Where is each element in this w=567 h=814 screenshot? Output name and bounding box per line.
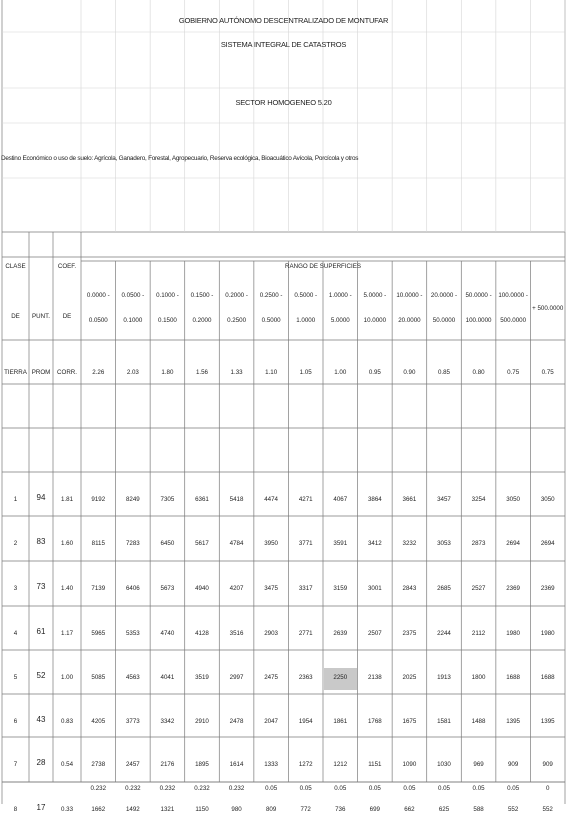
- range-header: 0.2000 -: [225, 292, 248, 299]
- value-cell: 3864: [367, 496, 382, 503]
- value-cell: 625: [438, 806, 450, 813]
- value-cell: 4271: [298, 496, 313, 503]
- value-cell: 3050: [506, 496, 520, 503]
- value-cell: 1272: [298, 761, 313, 768]
- value-cell: 2903: [264, 630, 278, 637]
- row-coef: 0.54: [60, 761, 74, 768]
- value-cell: 2363: [298, 674, 313, 681]
- factor-cell: 0.90: [403, 369, 416, 376]
- value-cell: 1980: [506, 630, 520, 637]
- value-cell: 1688: [506, 674, 520, 681]
- range-header: 100.0000: [465, 317, 492, 324]
- row-punt: 52: [36, 671, 46, 680]
- row-clase: 1: [13, 496, 18, 503]
- value-cell: 2244: [437, 630, 451, 637]
- value-cell: 1861: [333, 718, 348, 725]
- factor-cell: 0.85: [437, 369, 450, 376]
- value-cell: 7305: [160, 496, 175, 503]
- value-cell: 3342: [160, 718, 175, 725]
- value-cell: 2738: [91, 761, 106, 768]
- value-cell: 3591: [333, 540, 348, 547]
- col-clase-header: DE: [11, 313, 20, 320]
- value-cell: 2910: [195, 718, 209, 725]
- value-cell: 2873: [471, 540, 486, 547]
- value-cell: 4128: [195, 630, 209, 637]
- footer-cell: 0.05: [437, 785, 450, 792]
- row-punt: 83: [36, 537, 46, 546]
- value-cell: 4784: [229, 540, 244, 547]
- value-cell: 7283: [125, 540, 140, 547]
- value-cell: 5673: [160, 585, 175, 592]
- value-cell: 2694: [540, 540, 555, 547]
- header-gobierno: GOBIERNO AUTÓNOMO DESCENTRALIZADO DE MONTUFAR: [178, 16, 389, 25]
- value-cell: 2507: [367, 630, 382, 637]
- value-cell: 2771: [298, 630, 313, 637]
- range-header: 1.0000: [296, 317, 316, 324]
- value-cell: 2047: [264, 718, 278, 725]
- value-cell: 772: [300, 806, 311, 813]
- col-clase-header: TIERRA: [4, 369, 27, 376]
- row-clase: 4: [13, 630, 18, 637]
- range-header: 20.0000 -: [430, 292, 458, 299]
- value-cell: 3661: [402, 496, 417, 503]
- footer-cell: 0.232: [159, 785, 176, 792]
- value-cell: 1333: [264, 761, 278, 768]
- factor-cell: 1.33: [230, 369, 243, 376]
- value-cell: 2369: [540, 585, 555, 592]
- factor-cell: 1.10: [265, 369, 278, 376]
- range-header: 10.0000 -: [396, 292, 423, 299]
- row-punt: 17: [36, 803, 46, 812]
- value-cell: 1913: [437, 674, 451, 681]
- row-coef: 1.60: [60, 540, 74, 547]
- range-header: 10.0000: [363, 317, 387, 324]
- header-sector: SECTOR HOMOGENEO 5.20: [235, 98, 332, 107]
- range-header: 0.5000: [261, 317, 281, 324]
- range-header: + 500.0000: [532, 305, 564, 312]
- col-punt-header: PROM: [31, 369, 51, 376]
- footer-cell: 0.05: [334, 785, 347, 792]
- value-cell: 1492: [125, 806, 140, 813]
- value-cell: 8115: [91, 540, 105, 547]
- value-cell: 5617: [195, 540, 209, 547]
- value-cell: 3001: [367, 585, 382, 592]
- footer-cell: 0.05: [472, 785, 485, 792]
- row-clase: 2: [13, 540, 18, 547]
- value-cell: 1395: [540, 718, 555, 725]
- row-punt: 73: [36, 582, 46, 591]
- value-cell: 3317: [298, 585, 313, 592]
- range-header: 0.1500 -: [190, 292, 214, 299]
- factor-cell: 1.00: [334, 369, 347, 376]
- value-cell: 552: [507, 806, 519, 813]
- row-punt: 94: [36, 493, 46, 502]
- value-cell: 1768: [367, 718, 382, 725]
- value-cell: 4563: [125, 674, 140, 681]
- value-cell: 1688: [540, 674, 555, 681]
- row-clase: 5: [13, 674, 18, 681]
- value-cell: 2843: [402, 585, 417, 592]
- value-cell: 4474: [264, 496, 278, 503]
- value-cell: 5418: [229, 496, 244, 503]
- value-cell: 2527: [471, 585, 486, 592]
- value-cell: 3457: [437, 496, 451, 503]
- value-cell: 2138: [367, 674, 382, 681]
- value-cell: 3412: [367, 540, 382, 547]
- value-cell: 5965: [91, 630, 106, 637]
- value-cell: 2685: [437, 585, 451, 592]
- value-cell: 699: [369, 806, 380, 813]
- value-cell: 6450: [160, 540, 175, 547]
- value-cell: 909: [507, 761, 519, 768]
- footer-cell: 0.232: [125, 785, 141, 792]
- value-cell: 2457: [125, 761, 140, 768]
- range-header: 20.0000: [398, 317, 421, 324]
- range-header: 1.0000 -: [328, 292, 352, 299]
- value-cell: 1675: [402, 718, 417, 725]
- col-coef-header: CORR.: [57, 369, 77, 376]
- value-cell: 2997: [229, 674, 244, 681]
- value-cell: 1980: [540, 630, 555, 637]
- value-cell: 5353: [125, 630, 140, 637]
- col-clase-header: CLASE: [5, 263, 26, 270]
- value-cell: 4940: [195, 585, 209, 592]
- row-coef: 0.33: [60, 806, 74, 813]
- value-cell: 6361: [195, 496, 209, 503]
- value-cell: 4205: [91, 718, 106, 725]
- range-header: 0.2500: [227, 317, 247, 324]
- destino-economico: Destino Económico o uso de suelo: Agrícola, Ganadero, Forestal, Agropecuario, Reserva ecológica, Bioacuático Avícola, Porcícola y otros: [1, 155, 359, 162]
- value-cell: 588: [473, 806, 484, 813]
- value-cell: 9192: [91, 496, 106, 503]
- footer-cell: 0.232: [90, 785, 107, 792]
- value-cell: 3475: [264, 585, 278, 592]
- value-cell: 2025: [402, 674, 417, 681]
- value-cell: 1090: [402, 761, 417, 768]
- value-cell: 1212: [333, 761, 348, 768]
- range-header: 5.0000: [330, 317, 350, 324]
- value-cell: 3516: [229, 630, 244, 637]
- value-cell: 3053: [437, 540, 451, 547]
- value-cell: 1800: [471, 674, 486, 681]
- range-header: 50.0000: [432, 317, 456, 324]
- range-header: 50.0000 -: [465, 292, 492, 299]
- row-clase: 3: [13, 585, 18, 592]
- value-cell: 2369: [506, 585, 520, 592]
- range-header: 5.0000 -: [363, 292, 387, 299]
- col-coef-header: COEF.: [57, 263, 77, 270]
- row-punt: 43: [36, 715, 46, 724]
- row-clase: 6: [13, 718, 18, 725]
- factor-cell: 2.26: [92, 369, 105, 376]
- row-coef: 1.81: [60, 496, 74, 503]
- value-cell: 3771: [298, 540, 313, 547]
- range-header: 0.1000 -: [156, 292, 179, 299]
- value-cell: 2639: [333, 630, 348, 637]
- range-header: 0.1000: [123, 317, 143, 324]
- range-header: 0.2500 -: [259, 292, 283, 299]
- value-cell: 980: [231, 806, 242, 813]
- rango-title: RANGO DE SUPERFICIES: [285, 263, 361, 270]
- range-header: 0.0500 -: [121, 292, 145, 299]
- value-cell: 809: [265, 806, 277, 813]
- value-cell: 969: [473, 761, 484, 768]
- value-cell: 3232: [402, 540, 417, 547]
- factor-cell: 2.03: [126, 369, 139, 376]
- row-coef: 1.17: [60, 630, 74, 637]
- value-cell: 5085: [91, 674, 106, 681]
- factor-cell: 0.95: [368, 369, 381, 376]
- row-coef: 0.83: [60, 718, 74, 725]
- footer-cell: 0.05: [368, 785, 381, 792]
- footer-cell: 0: [545, 785, 550, 792]
- value-cell: 2475: [264, 674, 278, 681]
- range-header: 0.0500: [88, 317, 108, 324]
- value-cell: 1581: [437, 718, 451, 725]
- value-cell: 4041: [160, 674, 175, 681]
- row-clase: 8: [13, 806, 18, 813]
- value-cell: 3519: [195, 674, 209, 681]
- factor-cell: 1.05: [299, 369, 312, 376]
- range-header: 0.5000 -: [294, 292, 318, 299]
- value-cell: 2250: [333, 674, 348, 681]
- value-cell: 3773: [125, 718, 140, 725]
- value-cell: 1488: [471, 718, 486, 725]
- range-header: 0.1500: [157, 317, 177, 324]
- footer-cell: 0.05: [403, 785, 416, 792]
- value-cell: 2112: [471, 630, 486, 637]
- value-cell: 552: [542, 806, 553, 813]
- value-cell: 4740: [160, 630, 175, 637]
- value-cell: 3050: [540, 496, 555, 503]
- range-header: 500.0000: [500, 317, 527, 324]
- row-coef: 1.00: [60, 674, 74, 681]
- value-cell: 8249: [125, 496, 140, 503]
- value-cell: 4207: [229, 585, 244, 592]
- value-cell: 2478: [229, 718, 244, 725]
- value-cell: 736: [335, 806, 346, 813]
- value-cell: 1614: [229, 761, 244, 768]
- value-cell: 3950: [264, 540, 278, 547]
- value-cell: 3254: [471, 496, 486, 503]
- factor-cell: 0.75: [507, 369, 520, 376]
- value-cell: 1151: [368, 761, 382, 768]
- footer-cell: 0.05: [299, 785, 312, 792]
- value-cell: 1662: [91, 806, 106, 813]
- value-cell: 1954: [298, 718, 313, 725]
- value-cell: 3159: [333, 585, 348, 592]
- factor-cell: 0.75: [541, 369, 554, 376]
- footer-cell: 0.232: [194, 785, 210, 792]
- range-header: 0.2000: [192, 317, 212, 324]
- value-cell: 1030: [437, 761, 451, 768]
- value-cell: 1150: [195, 806, 209, 813]
- value-cell: 662: [404, 806, 415, 813]
- col-coef-header: DE: [62, 313, 72, 320]
- factor-cell: 0.80: [472, 369, 485, 376]
- value-cell: 1395: [506, 718, 520, 725]
- value-cell: 909: [542, 761, 553, 768]
- value-cell: 6406: [125, 585, 140, 592]
- factor-cell: 1.80: [161, 369, 174, 376]
- footer-cell: 0.232: [228, 785, 245, 792]
- value-cell: 1895: [195, 761, 209, 768]
- value-cell: 2694: [506, 540, 520, 547]
- row-punt: 61: [36, 627, 46, 636]
- factor-cell: 1.56: [195, 369, 208, 376]
- footer-cell: 0.05: [507, 785, 520, 792]
- value-cell: 1321: [160, 806, 175, 813]
- range-header: 0.0000 -: [86, 292, 110, 299]
- range-header: 100.0000 -: [498, 292, 528, 299]
- value-cell: 2375: [402, 630, 417, 637]
- footer-cell: 0.05: [265, 785, 278, 792]
- row-clase: 7: [13, 761, 18, 768]
- value-cell: 4067: [333, 496, 348, 503]
- col-punt-header: PUNT.: [32, 313, 50, 320]
- row-punt: 28: [36, 758, 46, 767]
- value-cell: 7139: [91, 585, 106, 592]
- row-coef: 1.40: [60, 585, 74, 592]
- value-cell: 2176: [160, 761, 175, 768]
- header-sistema: SISTEMA INTEGRAL DE CATASTROS: [220, 40, 347, 49]
